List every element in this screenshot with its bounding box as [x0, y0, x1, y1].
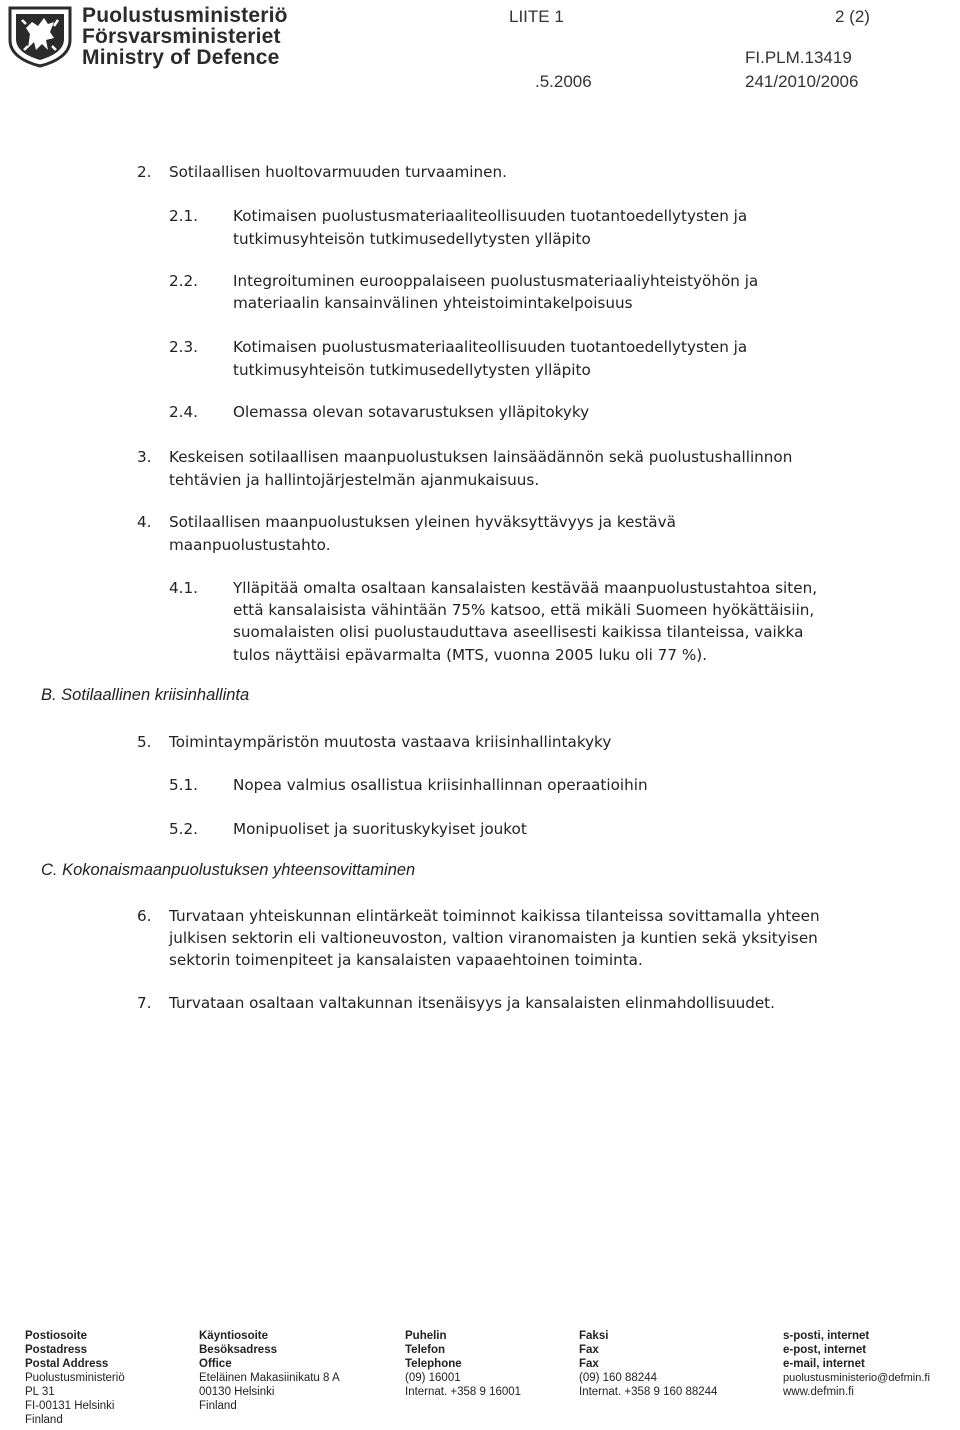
- footer-heading: Postadress: [25, 1344, 88, 1356]
- footer-heading: Fax: [579, 1358, 599, 1370]
- item-text: Kotimaisen puolustusmateriaaliteollisuuden tuotantoedellytysten ja: [233, 207, 748, 225]
- item-number: 2.4.: [169, 403, 198, 421]
- footer-heading: Telefon: [405, 1344, 446, 1356]
- document-date: .5.2006: [535, 72, 592, 91]
- ministry-name-sv: Försvarsministeriet: [82, 25, 281, 48]
- section-heading-b: B. Sotilaallinen kriisinhallinta: [41, 686, 250, 704]
- item-text: tehtävien ja hallintojärjestelmän ajanmukaisuus.: [169, 471, 540, 489]
- item-number: 4.1.: [169, 579, 198, 597]
- footer-value: Finland: [199, 1400, 237, 1412]
- reference-code: FI.PLM.13419: [745, 48, 852, 67]
- coat-of-arms-logo: [6, 4, 74, 68]
- item-text: Sotilaallisen huoltovarmuuden turvaaminen.: [169, 163, 507, 181]
- footer-value: Finland: [25, 1414, 63, 1426]
- document-number: 241/2010/2006: [745, 72, 859, 91]
- footer-heading: Besöksadress: [199, 1344, 277, 1356]
- item-text: tutkimusyhteisön tutkimusedellytysten ylläpito: [233, 230, 591, 248]
- footer-value: 00130 Helsinki: [199, 1386, 275, 1398]
- item-text: tulos näyttäisi epävarmalta (MTS, vuonna 2005 luku oli 77 %).: [233, 646, 708, 664]
- footer-value: Puolustusministeriö: [25, 1372, 125, 1384]
- item-text: materiaalin kansainvälinen yhteistoimintakelpoisuus: [233, 294, 633, 312]
- footer-value: (09) 160 88244: [579, 1372, 658, 1384]
- item-text: Sotilaallisen maanpuolustuksen yleinen hyväksyttävyys ja kestävä: [169, 513, 676, 531]
- item-text: Olemassa olevan sotavarustuksen ylläpitokyky: [233, 403, 590, 421]
- item-text: Integroituminen eurooppalaiseen puolustusmateriaaliyhteistyöhön ja: [233, 272, 759, 290]
- item-number: 3.: [137, 448, 152, 466]
- footer-heading: Postiosoite: [25, 1330, 87, 1342]
- footer-value: Internat. +358 9 160 88244: [579, 1386, 718, 1398]
- footer-heading: Telephone: [405, 1358, 462, 1370]
- item-text: Nopea valmius osallistua kriisinhallinnan operaatioihin: [233, 776, 648, 794]
- footer-heading: e-mail, internet: [783, 1358, 865, 1370]
- footer-value: FI-00131 Helsinki: [25, 1400, 115, 1412]
- item-number: 2.3.: [169, 338, 198, 356]
- footer-heading: s-posti, internet: [783, 1330, 870, 1342]
- item-number: 6.: [137, 907, 152, 925]
- item-number: 7.: [137, 994, 152, 1012]
- footer-website-link[interactable]: www.defmin.fi: [783, 1386, 854, 1398]
- footer-heading: Faksi: [579, 1330, 609, 1342]
- item-text: Monipuoliset ja suorituskykyiset joukot: [233, 820, 527, 838]
- footer-heading: Puhelin: [405, 1330, 447, 1342]
- item-text: että kansalaisista vähintään 75% katsoo, että mikäli Suomeen hyökättäisiin,: [233, 601, 815, 619]
- footer-heading: Office: [199, 1358, 232, 1370]
- ministry-name-en: Ministry of Defence: [82, 46, 280, 69]
- footer-heading: Fax: [579, 1344, 599, 1356]
- item-text: Keskeisen sotilaallisen maanpuolustuksen lainsäädännön sekä puolustushallinnon: [169, 448, 793, 466]
- item-text: tutkimusyhteisön tutkimusedellytysten ylläpito: [233, 361, 591, 379]
- item-text: Ylläpitää omalta osaltaan kansalaisten kestävää maanpuolustustahtoa siten,: [233, 579, 818, 597]
- item-number: 2.1.: [169, 207, 198, 225]
- item-number: 5.2.: [169, 820, 198, 838]
- footer-value: Internat. +358 9 16001: [405, 1386, 522, 1398]
- section-heading-c: C. Kokonaismaanpuolustuksen yhteensovittaminen: [41, 861, 416, 879]
- footer-value: (09) 16001: [405, 1372, 461, 1384]
- item-number: 2.: [137, 163, 152, 181]
- item-text: maanpuolustustahto.: [169, 536, 331, 554]
- item-number: 5.: [137, 733, 152, 751]
- item-text: Turvataan yhteiskunnan elintärkeät toiminnot kaikissa tilanteissa sovittamalla yhteen: [169, 907, 820, 925]
- footer-heading: Käyntiosoite: [199, 1330, 269, 1342]
- item-number: 5.1.: [169, 776, 198, 794]
- page-number: 2 (2): [835, 7, 870, 26]
- footer-heading: Postal Address: [25, 1358, 109, 1370]
- item-text: Kotimaisen puolustusmateriaaliteollisuuden tuotantoedellytysten ja: [233, 338, 748, 356]
- footer-value: Eteläinen Makasiinikatu 8 A: [199, 1372, 340, 1384]
- footer-email-link[interactable]: puolustusministerio@defmin.fi: [783, 1372, 930, 1384]
- ministry-name-fi: Puolustusministeriö: [82, 4, 288, 27]
- footer-value: PL 31: [25, 1386, 55, 1398]
- footer-heading: e-post, internet: [783, 1344, 867, 1356]
- item-text: julkisen sektorin eli valtioneuvoston, valtion viranomaisten ja kuntien sekä yksityisen: [169, 929, 818, 947]
- item-text: suomalaisten olisi puolustauduttava aseellisesti kaikissa tilanteissa, vaikka: [233, 623, 804, 641]
- attachment-label: LIITE 1: [509, 7, 564, 26]
- item-number: 2.2.: [169, 272, 198, 290]
- item-text: Turvataan osaltaan valtakunnan itsenäisyys ja kansalaisten elinmahdollisuudet.: [169, 994, 775, 1012]
- item-number: 4.: [137, 513, 152, 531]
- item-text: Toimintaympäristön muutosta vastaava kriisinhallintakyky: [169, 733, 612, 751]
- item-text: sektorin toimenpiteet ja kansalaisten vapaaehtoinen toiminta.: [169, 951, 643, 969]
